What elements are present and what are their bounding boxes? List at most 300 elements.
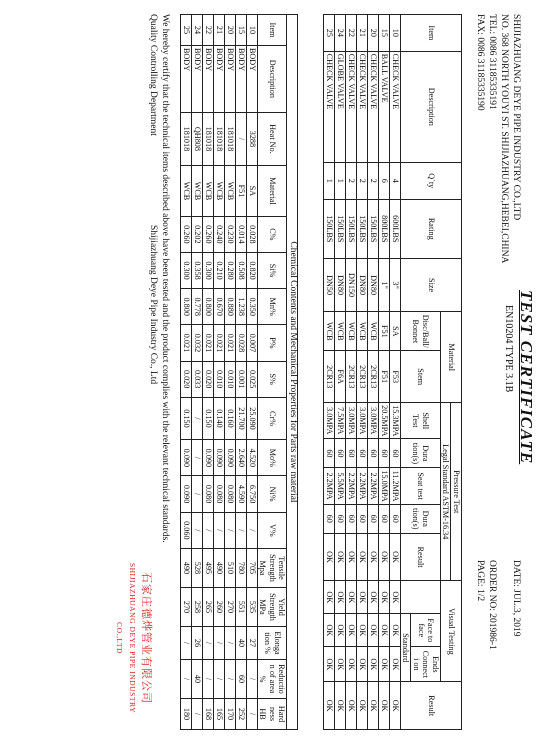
cell-ra: 60 xyxy=(236,660,247,699)
cell-ni: 0.080 xyxy=(203,476,214,512)
cell-face: OK xyxy=(357,614,368,647)
cell-d2: 60 xyxy=(357,504,368,533)
cell-ni: 0.080 xyxy=(214,476,225,512)
cell-rating: 150LBS xyxy=(335,199,346,258)
cell-mn: 0.800 xyxy=(203,289,214,325)
cell-disc: WCB xyxy=(368,312,379,351)
cell-mo: 0.090 xyxy=(181,440,192,476)
col2-elongation: Elonga tion % xyxy=(258,627,288,660)
cell-desc: CHECK VALVE xyxy=(346,51,357,162)
cell-ts: 510 xyxy=(225,549,236,588)
col-face-to-face: Face to face xyxy=(411,614,441,647)
cell-el: / xyxy=(225,627,236,660)
cell-result: OK xyxy=(379,533,390,581)
cell-result: OK xyxy=(346,533,357,581)
cell-ys: 265 xyxy=(203,588,214,627)
cell-result2: OK xyxy=(368,682,379,730)
cell-stem: 2CR13 xyxy=(346,351,357,403)
cell-shell: 3.0MPA xyxy=(324,403,335,439)
cell-d1: 60 xyxy=(368,439,379,468)
quality-department: Quality Controlling Department xyxy=(148,14,158,136)
col2-mn: Mn% xyxy=(258,289,288,325)
col2-material: Material xyxy=(258,166,288,217)
cell-ends: OK xyxy=(379,647,390,682)
cell-heat: 181018 xyxy=(214,112,225,165)
table-row xyxy=(192,15,203,730)
col2-cr: Cr% xyxy=(258,397,288,440)
company-fax: FAX: 0086 31185335190 xyxy=(475,14,485,111)
pressure-test-table xyxy=(323,14,462,730)
cell-d1: 60 xyxy=(379,439,390,468)
cell-ys: 258 xyxy=(192,588,203,627)
seal-chinese-text: 石家庄德烨管业有限公司 xyxy=(140,572,152,704)
cell-mat: WCB xyxy=(192,166,203,217)
cell-shell: 3.0MPA xyxy=(368,403,379,439)
cell-seat: 11.2MPA xyxy=(390,468,401,504)
cell-size: DN50 xyxy=(324,258,335,311)
col-qty: Q`ty xyxy=(401,162,462,199)
cell-visual: OK xyxy=(379,581,390,614)
cell-rating: 800LBS xyxy=(379,199,390,258)
col-result-final: Result xyxy=(401,682,462,730)
cell-d2: 60 xyxy=(379,504,390,533)
cell-rating: 150LBS xyxy=(357,199,368,258)
cell-cr: / xyxy=(192,397,203,440)
cell-ts: 705 xyxy=(247,549,258,588)
cell-result2: OK xyxy=(379,682,390,730)
cell-v: / xyxy=(225,512,236,548)
cell-stem: F53 xyxy=(390,351,401,403)
cell-desc: BODY xyxy=(214,45,225,112)
cell-d2: 60 xyxy=(368,504,379,533)
cell-size: DN150 xyxy=(346,258,357,311)
cell-result: OK xyxy=(357,533,368,581)
cell-ts: 528 xyxy=(192,549,203,588)
cell-shell: 3.0MPA xyxy=(346,403,357,439)
doc-date: DATE: JUL.3, 2019 xyxy=(511,560,521,637)
col-rating: Rating xyxy=(401,199,462,258)
cell-c: 0.230 xyxy=(225,216,236,252)
cell-disc: F51 xyxy=(379,312,390,351)
cell-stem: 2CR13 xyxy=(368,351,379,403)
cell-visual: OK xyxy=(368,581,379,614)
cell-si: 0.300 xyxy=(181,252,192,288)
cell-s: 0.020 xyxy=(181,361,192,397)
cell-d1: 60 xyxy=(357,439,368,468)
cell-mn: 0.350 xyxy=(247,289,258,325)
cell-si: 0.508 xyxy=(236,252,247,288)
cell-hb: 180 xyxy=(181,699,192,730)
col2-reduction: Reductio n of area % xyxy=(258,660,288,699)
order-number: ORDER NO: 201986-1 xyxy=(487,560,497,650)
cell-v: / xyxy=(203,512,214,548)
cell-result2: OK xyxy=(346,682,357,730)
cell-visual: OK xyxy=(357,581,368,614)
cell-qty: 2 xyxy=(368,162,379,199)
cell-c: 0.028 xyxy=(247,216,258,252)
cell-item: 22 xyxy=(203,15,214,46)
col-ends-connection: Ends Connect i on xyxy=(411,647,441,682)
cell-heat: 3288 xyxy=(247,112,258,165)
cell-visual: OK xyxy=(346,581,357,614)
cell-mo: 0.090 xyxy=(203,440,214,476)
cell-c: 0.240 xyxy=(214,216,225,252)
cell-item: 22 xyxy=(346,15,357,52)
cell-desc: CHECK VALVE xyxy=(357,51,368,162)
cell-c: 0.014 xyxy=(236,216,247,252)
cell-s: 0.010 xyxy=(214,361,225,397)
col-legal-standard: Legal Standard ASTM-16.34 xyxy=(441,403,452,581)
cell-hb: 252 xyxy=(236,699,247,730)
cell-desc: BODY xyxy=(225,45,236,112)
cell-seat: 5.5MPA xyxy=(335,468,346,504)
cell-disc: WCB xyxy=(357,312,368,351)
col-result: Result xyxy=(401,533,441,581)
table-row xyxy=(225,15,236,730)
cell-desc: BODY xyxy=(181,45,192,112)
cell-disc: WCB xyxy=(324,312,335,351)
cell-d1: 60 xyxy=(390,439,401,468)
table-row xyxy=(203,15,214,730)
col2-mo: Mo% xyxy=(258,440,288,476)
cell-ends: OK xyxy=(390,647,401,682)
cell-s: 0.033 xyxy=(192,361,203,397)
cell-p: 0.021 xyxy=(181,325,192,361)
cell-d2: 60 xyxy=(335,504,346,533)
col2-tensile: Tensile Strength Mpa xyxy=(258,549,288,588)
cell-mo: / xyxy=(192,440,203,476)
cell-heat: 181018 xyxy=(203,112,214,165)
cell-mo: 4.520 xyxy=(247,440,258,476)
cell-ra: 40 xyxy=(192,660,203,699)
cell-desc: BODY xyxy=(192,45,203,112)
cell-desc: BALL VALVE xyxy=(379,51,390,162)
cell-disc: WCB xyxy=(346,312,357,351)
cell-ts: 490 xyxy=(181,549,192,588)
cell-seat: 2.2MPA xyxy=(357,468,368,504)
col-seat-test: Seat test xyxy=(401,468,441,504)
table-row xyxy=(247,15,258,730)
cell-c: 0.260 xyxy=(181,216,192,252)
cell-ra: / xyxy=(225,660,236,699)
cell-item: 24 xyxy=(335,15,346,52)
cell-item: 15 xyxy=(379,15,390,52)
cell-ys: 551 xyxy=(236,588,247,627)
cell-size: DN80 xyxy=(368,258,379,311)
table-row xyxy=(346,15,357,730)
cell-v: / xyxy=(247,512,258,548)
cell-v: 0.060 xyxy=(181,512,192,548)
cell-qty: 1 xyxy=(324,162,335,199)
col2-hardness: Hard ness HB xyxy=(258,699,288,730)
cell-el: / xyxy=(203,627,214,660)
table-row xyxy=(324,15,335,730)
cell-desc: CHECK VALVE xyxy=(390,51,401,162)
cell-desc: BODY xyxy=(247,45,258,112)
cell-si: 0.280 xyxy=(225,252,236,288)
col2-heat-no: Heat No. xyxy=(258,112,288,165)
cell-shell: 15.3MPA xyxy=(390,403,401,439)
col2-s: S% xyxy=(258,361,288,397)
col2-item: Item xyxy=(258,15,288,46)
cell-s: 0.010 xyxy=(225,361,236,397)
cell-ni: 6.750 xyxy=(247,476,258,512)
cell-qty: 1 xyxy=(335,162,346,199)
cell-result2: OK xyxy=(390,682,401,730)
cell-ni: 0.090 xyxy=(181,476,192,512)
cell-cr: 0.140 xyxy=(214,397,225,440)
cell-p: 0.021 xyxy=(203,325,214,361)
cell-ys: 270 xyxy=(181,588,192,627)
table-row xyxy=(390,15,401,730)
col-duration-shell: Dura tion(s) xyxy=(401,439,441,468)
col-disc-ball-bonnet: Disc/Ball/ Bonnet xyxy=(401,312,441,351)
cell-qty: 6 xyxy=(379,162,390,199)
cell-result: OK xyxy=(390,533,401,581)
cell-ra: / xyxy=(181,660,192,699)
seal-english-text: SHIJIAZHUANG DEYE PIPE INDUSTRY CO.,LTD xyxy=(115,562,137,714)
cell-shell: 7.5MPA xyxy=(335,403,346,439)
cell-ts: 495 xyxy=(203,549,214,588)
col-item: Item xyxy=(401,15,462,52)
cell-item: 21 xyxy=(214,15,225,46)
cell-v: / xyxy=(214,512,225,548)
cell-mo: 0.090 xyxy=(214,440,225,476)
cell-qty: 4 xyxy=(390,162,401,199)
cell-heat: QH808 xyxy=(192,112,203,165)
table-row xyxy=(368,15,379,730)
col-standard: Standard xyxy=(401,614,412,682)
cell-v: / xyxy=(236,512,247,548)
cell-item: 24 xyxy=(192,15,203,46)
cell-ni: 4.590 xyxy=(236,476,247,512)
cell-d1: 60 xyxy=(324,439,335,468)
cell-hb: 165 xyxy=(214,699,225,730)
standard-line: EN10204 TYPE 3.1B xyxy=(503,305,514,393)
table-row xyxy=(357,15,368,730)
cell-cr: 0.150 xyxy=(203,397,214,440)
cell-si: 0.358 xyxy=(192,252,203,288)
cell-ys: 535 xyxy=(247,588,258,627)
col-description: Description xyxy=(401,51,462,162)
cell-d2: 60 xyxy=(390,504,401,533)
col-size: Size xyxy=(401,258,462,311)
cell-cr: 0.160 xyxy=(225,397,236,440)
cell-face: OK xyxy=(368,614,379,647)
cell-ys: 270 xyxy=(225,588,236,627)
cell-ends: OK xyxy=(368,647,379,682)
col2-description: Description xyxy=(258,45,288,112)
cell-mo: 2.640 xyxy=(236,440,247,476)
cell-p: 0.021 xyxy=(214,325,225,361)
cell-ts: 780 xyxy=(236,549,247,588)
cell-mat: F51 xyxy=(236,166,247,217)
cell-item: 20 xyxy=(225,15,236,46)
cell-mn: 0.880 xyxy=(225,289,236,325)
cell-v: / xyxy=(192,512,203,548)
cell-cr: 25.090 xyxy=(247,397,258,440)
cell-seat: 2.2MPA xyxy=(346,468,357,504)
cell-item: 25 xyxy=(324,15,335,52)
cell-d2: 60 xyxy=(346,504,357,533)
chemical-mechanical-table xyxy=(180,14,298,730)
cell-mn: 0.800 xyxy=(181,289,192,325)
col-pressure-test: Pressure Test xyxy=(451,403,462,581)
col-visual xyxy=(401,581,441,614)
cell-cr: 0.150 xyxy=(181,397,192,440)
cell-mn: 0.778 xyxy=(192,289,203,325)
cell-stem: 2CR13 xyxy=(324,351,335,403)
table-row xyxy=(236,15,247,730)
cell-ts: 490 xyxy=(214,549,225,588)
cell-heat: / xyxy=(236,112,247,165)
chemical-table-caption: Chemical Contents and Mechanical Properties for Parts raw material xyxy=(287,15,298,730)
cell-face: OK xyxy=(335,614,346,647)
cell-item: 10 xyxy=(390,15,401,52)
cell-desc: CHECK VALVE xyxy=(324,51,335,162)
cell-ends: OK xyxy=(335,647,346,682)
cell-ra: / xyxy=(214,660,225,699)
cell-result2: OK xyxy=(335,682,346,730)
cell-disc: WCB xyxy=(335,312,346,351)
cell-mat: WCB xyxy=(214,166,225,217)
cell-stem: F6A xyxy=(335,351,346,403)
cell-ra: / xyxy=(203,660,214,699)
cell-el: 26 xyxy=(192,627,203,660)
cell-mat: WCB xyxy=(203,166,214,217)
cell-d2: 60 xyxy=(324,504,335,533)
cell-visual: OK xyxy=(335,581,346,614)
table-row xyxy=(214,15,225,730)
cell-s: 0.025 xyxy=(247,361,258,397)
cell-el: 40 xyxy=(236,627,247,660)
col-material: Material xyxy=(441,312,462,403)
certification-statement: We hereby certify that the technical items described above have been tested and the product complies with the relevant technical standards. xyxy=(160,14,170,543)
cell-face: OK xyxy=(346,614,357,647)
cell-ra: / xyxy=(247,660,258,699)
cell-cr: 21.700 xyxy=(236,397,247,440)
cell-rating: 600LBS xyxy=(390,199,401,258)
cell-stem: 2CR13 xyxy=(357,351,368,403)
cell-si: 0.820 xyxy=(247,252,258,288)
cell-si: 0.210 xyxy=(214,252,225,288)
cell-mat: SA xyxy=(247,166,258,217)
cell-heat: 181018 xyxy=(181,112,192,165)
cell-face: OK xyxy=(379,614,390,647)
cell-ni: / xyxy=(192,476,203,512)
cell-hb: 170 xyxy=(225,699,236,730)
cell-desc: CHECK VALVE xyxy=(368,51,379,162)
col2-p: P% xyxy=(258,325,288,361)
col-duration-seat: Dura tion(s) xyxy=(401,504,441,533)
col-visual-testing: Visual Testing xyxy=(441,581,462,682)
col-shell-test: Shell Test xyxy=(401,403,441,439)
cell-rating: 150LBS xyxy=(346,199,357,258)
company-tel: TEL: 0086 31185335191 xyxy=(487,14,497,110)
cell-result: OK xyxy=(368,533,379,581)
cell-mat: WCB xyxy=(225,166,236,217)
table-row xyxy=(379,15,390,730)
cell-hb: / xyxy=(192,699,203,730)
cell-disc: SA xyxy=(390,312,401,351)
cell-el: 27 xyxy=(247,627,258,660)
cell-item: 10 xyxy=(247,15,258,46)
cell-item: 21 xyxy=(357,15,368,52)
cell-desc: BODY xyxy=(236,45,247,112)
cell-visual: OK xyxy=(390,581,401,614)
cell-d1: 60 xyxy=(335,439,346,468)
company-address: NO. 368 NORTH YOUYI ST. SHIJIAZHUANG,HEBEI,CHINA xyxy=(499,14,509,264)
col2-v: V% xyxy=(258,512,288,548)
cell-s: 0.020 xyxy=(203,361,214,397)
cell-c: 0.260 xyxy=(203,216,214,252)
cell-ys: 260 xyxy=(214,588,225,627)
cell-seat: 2.2MPA xyxy=(368,468,379,504)
cell-shell: 3.0MPA xyxy=(357,403,368,439)
cell-result: OK xyxy=(324,533,335,581)
cell-qty: 2 xyxy=(357,162,368,199)
cell-stem: F51 xyxy=(379,351,390,403)
cell-ends: OK xyxy=(357,647,368,682)
table-row xyxy=(181,15,192,730)
cell-p: 0.021 xyxy=(225,325,236,361)
cell-c: 0.202 xyxy=(192,216,203,252)
cell-hb: 168 xyxy=(203,699,214,730)
cell-item: 25 xyxy=(181,15,192,46)
cell-size: 3" xyxy=(390,258,401,311)
cell-mn: 1.238 xyxy=(236,289,247,325)
cell-el: / xyxy=(181,627,192,660)
cell-result2: OK xyxy=(324,682,335,730)
cell-ends: OK xyxy=(346,647,357,682)
cell-mo: 0.090 xyxy=(225,440,236,476)
cell-result: OK xyxy=(335,533,346,581)
cell-seat: 15.0MPA xyxy=(379,468,390,504)
cell-size: DN80 xyxy=(335,258,346,311)
pressure-test-rows xyxy=(324,15,401,730)
cell-item: 20 xyxy=(368,15,379,52)
company-seal xyxy=(112,548,152,728)
col2-si: Si% xyxy=(258,252,288,288)
chemical-rows xyxy=(181,15,258,730)
cell-face: OK xyxy=(324,614,335,647)
cell-qty: 2 xyxy=(346,162,357,199)
cell-el: / xyxy=(214,627,225,660)
cell-face: OK xyxy=(390,614,401,647)
col2-ni: Ni% xyxy=(258,476,288,512)
company-signature: Shijiazhuang Deye Pipe Industry Co., Ltd xyxy=(148,225,158,385)
col-stem: Stem xyxy=(401,351,441,403)
cell-s: 0.001 xyxy=(236,361,247,397)
page-number: PAGE: 1/2 xyxy=(475,560,485,602)
cell-seat: 2.2MPA xyxy=(324,468,335,504)
cell-item: 15 xyxy=(236,15,247,46)
cell-result2: OK xyxy=(357,682,368,730)
cell-p: 0.007 xyxy=(247,325,258,361)
company-name: SHIJIAZHUANG DEYE PIPE INDUSTRY CO.,LTD xyxy=(511,14,521,221)
cell-visual: OK xyxy=(324,581,335,614)
table-row xyxy=(335,15,346,730)
cell-mat: WCB xyxy=(181,166,192,217)
cell-p: 0.032 xyxy=(192,325,203,361)
cell-hb: / xyxy=(247,699,258,730)
cell-size: DN80 xyxy=(357,258,368,311)
cell-mn: 0.670 xyxy=(214,289,225,325)
cell-rating: 150LBS xyxy=(324,199,335,258)
document-title: TEST CERTIFICATE xyxy=(517,290,536,465)
cell-p: 0.028 xyxy=(236,325,247,361)
cell-shell: 20.5MPA xyxy=(379,403,390,439)
